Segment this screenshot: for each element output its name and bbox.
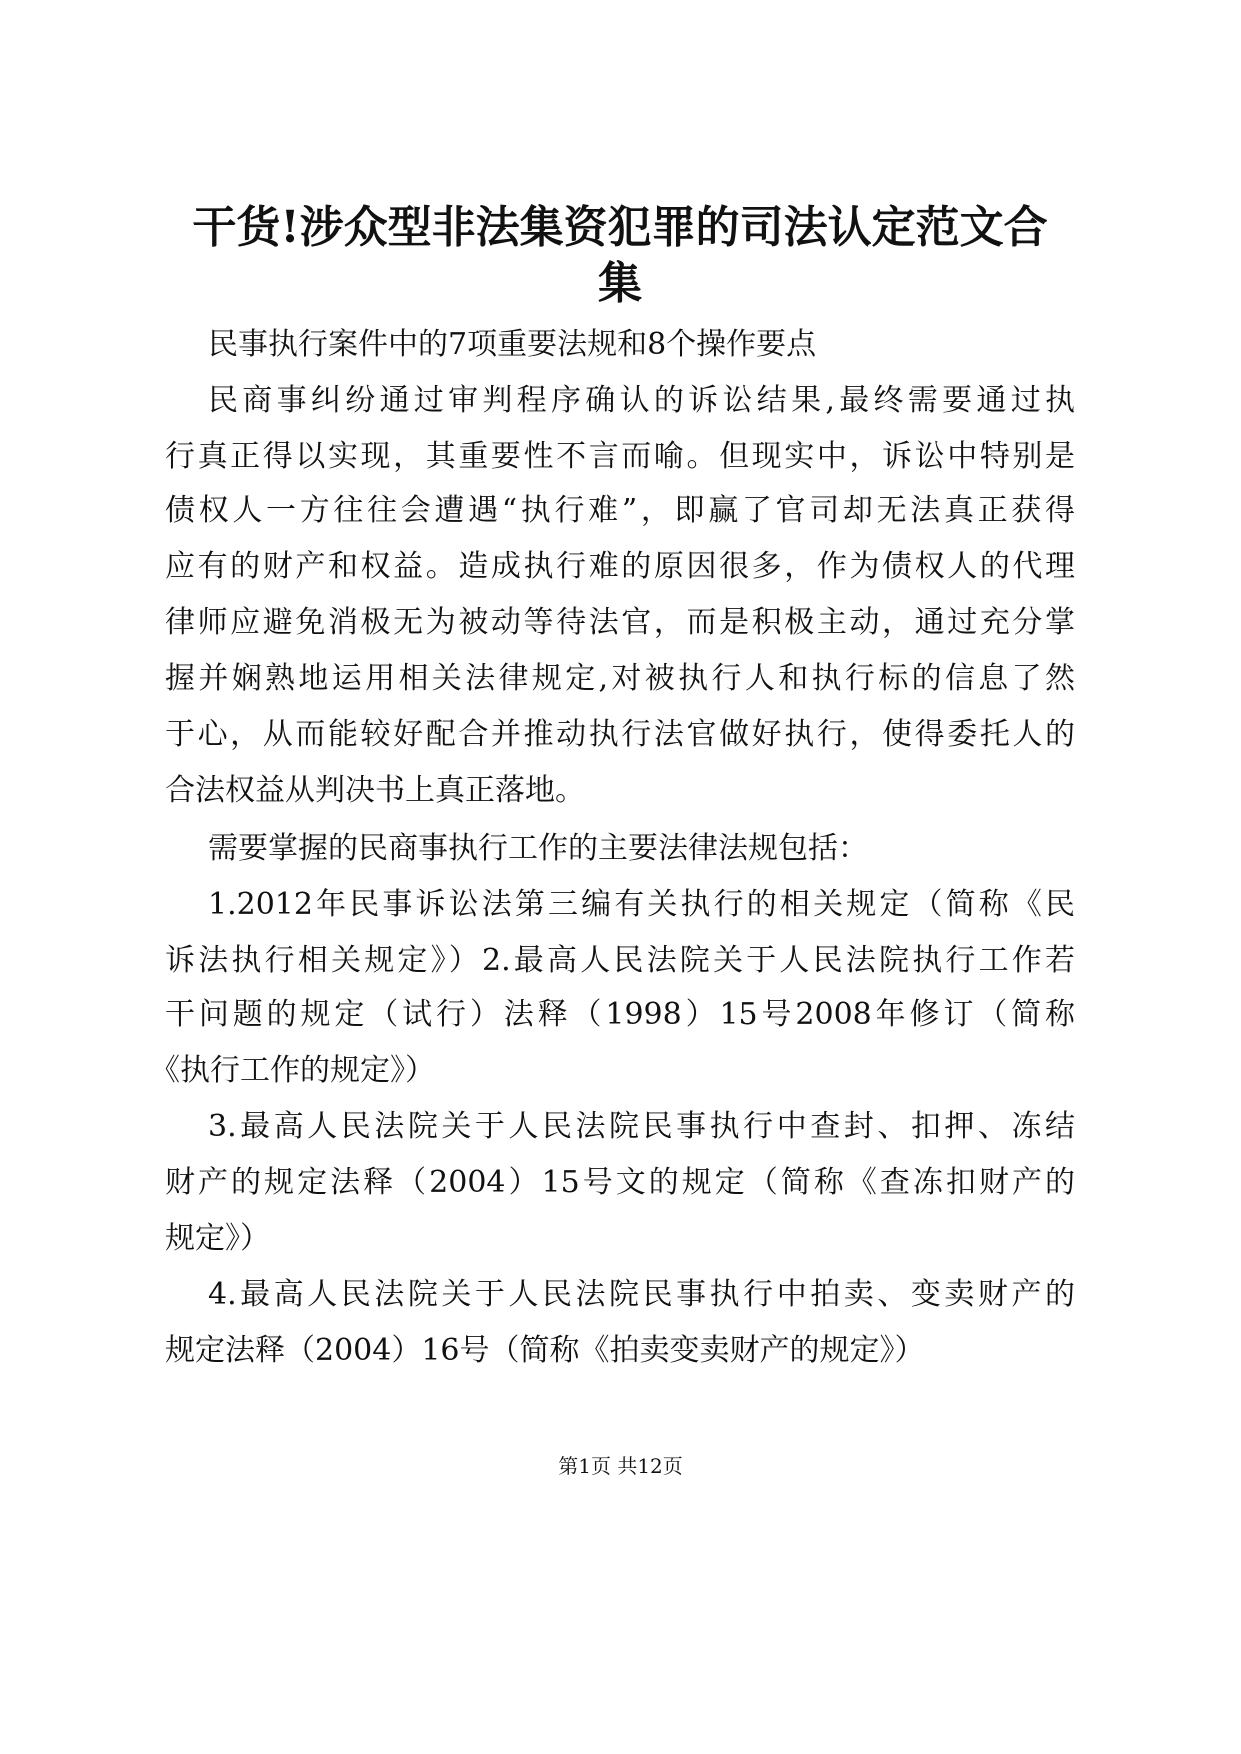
title-line: 干货!涉众型非法集资犯罪的司法认定范文合 [192, 202, 1048, 253]
text-line: 干问题的规定（试行）法释（1998）15号2008年修订（简称 [165, 997, 1075, 1032]
text-line: 律师应避免消极无为被动等待法官，而是积极主动，通过充分掌 [165, 605, 1075, 640]
text-line: 规定法释（2004）16号（简称《拍卖变卖财产的规定》） [165, 1333, 925, 1368]
text-line: 行真正得以实现，其重要性不言而喻。但现实中，诉讼中特别是 [165, 439, 1075, 474]
text-line: 《执行工作的规定》） [150, 1053, 435, 1088]
text-line: 民商事纠纷通过审判程序确认的诉讼结果,最终需要通过执 [208, 383, 1075, 418]
text-line: 应有的财产和权益。造成执行难的原因很多，作为债权人的代理 [165, 549, 1075, 584]
text-line: 1.2012年民事诉讼法第三编有关执行的相关规定（简称《民 [208, 887, 1075, 922]
text-line: 3.最高人民法院关于人民法院民事执行中查封、扣押、冻结 [208, 1109, 1075, 1144]
text-line: 4.最高人民法院关于人民法院民事执行中拍卖、变卖财产的 [208, 1277, 1075, 1312]
text-line: 合法权益从判决书上真正落地。 [165, 773, 585, 808]
text-line: 需要掌握的民商事执行工作的主要法律法规包括： [208, 831, 868, 866]
text-line: 债权人一方往往会遭遇“执行难”，即赢了官司却无法真正获得 [165, 493, 1075, 528]
text-line: 于心，从而能较好配合并推动执行法官做好执行，使得委托人的 [165, 717, 1075, 752]
page-footer: 第1页 共12页 [558, 1454, 683, 1478]
title-line: 集 [598, 258, 642, 309]
text-line: 规定》） [165, 1221, 270, 1256]
text-line: 握并娴熟地运用相关法律规定,对被执行人和执行标的信息了然 [165, 661, 1075, 696]
text-line: 财产的规定法释（2004）15号文的规定（简称《查冻扣财产的 [165, 1165, 1075, 1200]
subtitle: 民事执行案件中的7项重要法规和8个操作要点 [208, 327, 817, 362]
text-line: 诉法执行相关规定》）2.最高人民法院关于人民法院执行工作若 [165, 943, 1075, 978]
